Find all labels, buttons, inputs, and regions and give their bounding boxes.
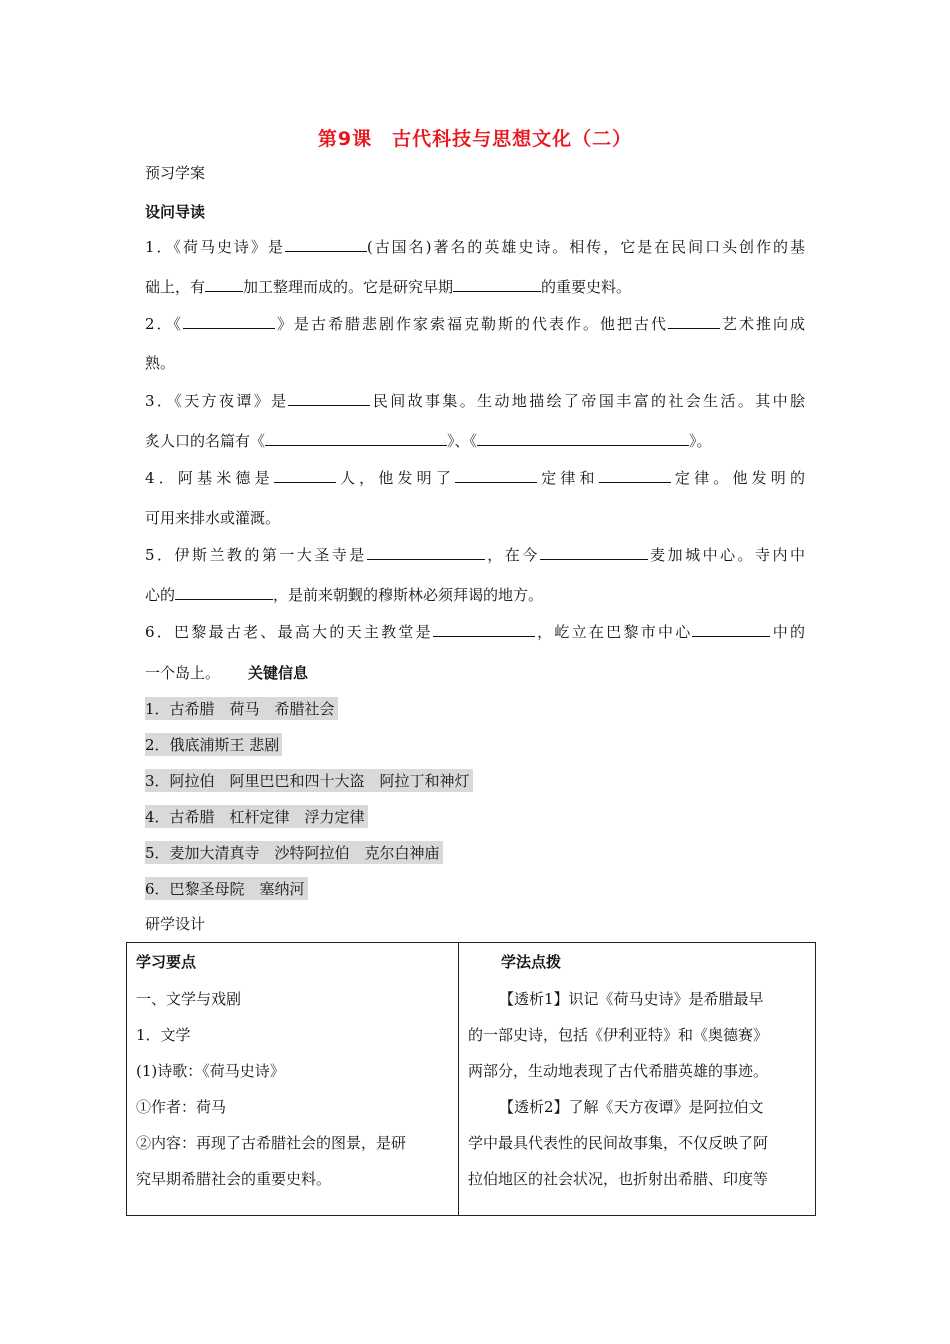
method-tip-line: 【透析1】识记《荷马史诗》是希腊最早 xyxy=(499,990,764,1008)
page-title: 第9课 古代科技与思想文化（二） xyxy=(317,128,633,150)
answer-blank[interactable] xyxy=(692,623,770,637)
question-5-line-2: 心的 ，是前来朝觐的穆斯林必须拜谒的地方。 xyxy=(145,586,544,604)
answer-blank[interactable] xyxy=(288,392,370,406)
question-6-line-1: 6．巴黎最古老、最高大的天主教堂是 ，屹立在巴黎市中心 中的 xyxy=(145,623,805,641)
question-3-line-2: 炙人口的名篇有《 》、《 》。 xyxy=(145,432,712,450)
answer-blank[interactable] xyxy=(183,315,275,329)
study-point-line: 1．文学 xyxy=(136,1026,191,1044)
answer-line-1: 1．古希腊 荷马 希腊社会 xyxy=(145,697,338,720)
answer-line-2: 2．俄底浦斯王 悲剧 xyxy=(145,733,282,756)
question-1-line-1: 1．《荷马史诗》是 (古国名)著名的英雄史诗。相传，它是在民间口头创作的基 xyxy=(145,238,805,256)
question-5-line-1: 5．伊斯兰教的第一大圣寺是 ，在今 麦加城中心。寺内中 xyxy=(145,546,805,564)
preview-label: 预习学案 xyxy=(145,164,206,182)
study-points-cell xyxy=(127,943,459,1216)
study-point-line: 一、文学与戏剧 xyxy=(136,990,242,1008)
study-point-line: (1)诗歌：《荷马史诗》 xyxy=(136,1062,285,1080)
method-tip-line: 两部分，生动地表现了古代希腊英雄的事迹。 xyxy=(468,1062,769,1080)
answer-blank[interactable] xyxy=(453,278,541,292)
answer-blank[interactable] xyxy=(274,469,336,483)
answer-line-6: 6．巴黎圣母院 塞纳河 xyxy=(145,877,308,900)
answer-blank[interactable] xyxy=(668,315,720,329)
answer-blank[interactable] xyxy=(477,432,689,446)
answer-line-3: 3．阿拉伯 阿里巴巴和四十大盗 阿拉丁和神灯 xyxy=(145,769,473,792)
study-point-line: ①作者：荷马 xyxy=(136,1098,227,1116)
answer-blank[interactable] xyxy=(540,546,648,560)
study-point-line: 究早期希腊社会的重要史料。 xyxy=(136,1170,332,1188)
answer-blank[interactable] xyxy=(367,546,485,560)
answer-line-5: 5．麦加大清真寺 沙特阿拉伯 克尔白神庙 xyxy=(145,841,443,864)
guide-heading: 设问导读 xyxy=(145,203,206,221)
method-tip-line: 【透析2】了解《天方夜谭》是阿拉伯文 xyxy=(499,1098,764,1116)
answer-line-4: 4．古希腊 杠杆定律 浮力定律 xyxy=(145,805,368,828)
answer-blank[interactable] xyxy=(175,586,273,600)
method-tip-line: 拉伯地区的社会状况，也折射出希腊、印度等 xyxy=(468,1170,769,1188)
answer-blank[interactable] xyxy=(599,469,671,483)
question-4-line-1: 4．阿基米德是 人，他发明了 定律和 定律。他发明的 xyxy=(145,469,805,487)
answer-blank[interactable] xyxy=(433,623,535,637)
study-design-label: 研学设计 xyxy=(145,915,206,933)
method-tip-line: 的一部史诗，包括《伊利亚特》和《奥德赛》 xyxy=(468,1026,769,1044)
answer-blank[interactable] xyxy=(455,469,537,483)
study-point-line: ②内容：再现了古希腊社会的图景，是研 xyxy=(136,1134,407,1152)
study-table xyxy=(126,942,816,1216)
question-2-line-1: 2．《 》是古希腊悲剧作家索福克勒斯的代表作。他把古代 艺术推向成 xyxy=(145,315,805,333)
question-6-line-2: 一个岛上。 关键信息 xyxy=(145,664,309,682)
answer-blank[interactable] xyxy=(205,278,243,292)
answer-blank[interactable] xyxy=(265,432,447,446)
method-tips-cell xyxy=(459,943,816,1216)
key-info-heading: 关键信息 xyxy=(248,664,309,682)
question-2-line-2: 熟。 xyxy=(145,354,176,372)
question-3-line-1: 3．《天方夜谭》是 民间故事集。生动地描绘了帝国丰富的社会生活。其中脍 xyxy=(145,392,805,410)
method-tip-line: 学中最具代表性的民间故事集，不仅反映了阿 xyxy=(468,1134,769,1152)
study-points-header: 学习要点 xyxy=(136,953,197,971)
question-4-line-2: 可用来排水或灌溉。 xyxy=(145,509,281,527)
answer-blank[interactable] xyxy=(285,238,367,252)
method-tips-header: 学法点拨 xyxy=(501,953,562,971)
question-1-line-2: 础上，有 加工整理而成的。它是研究早期 的重要史料。 xyxy=(145,278,632,296)
